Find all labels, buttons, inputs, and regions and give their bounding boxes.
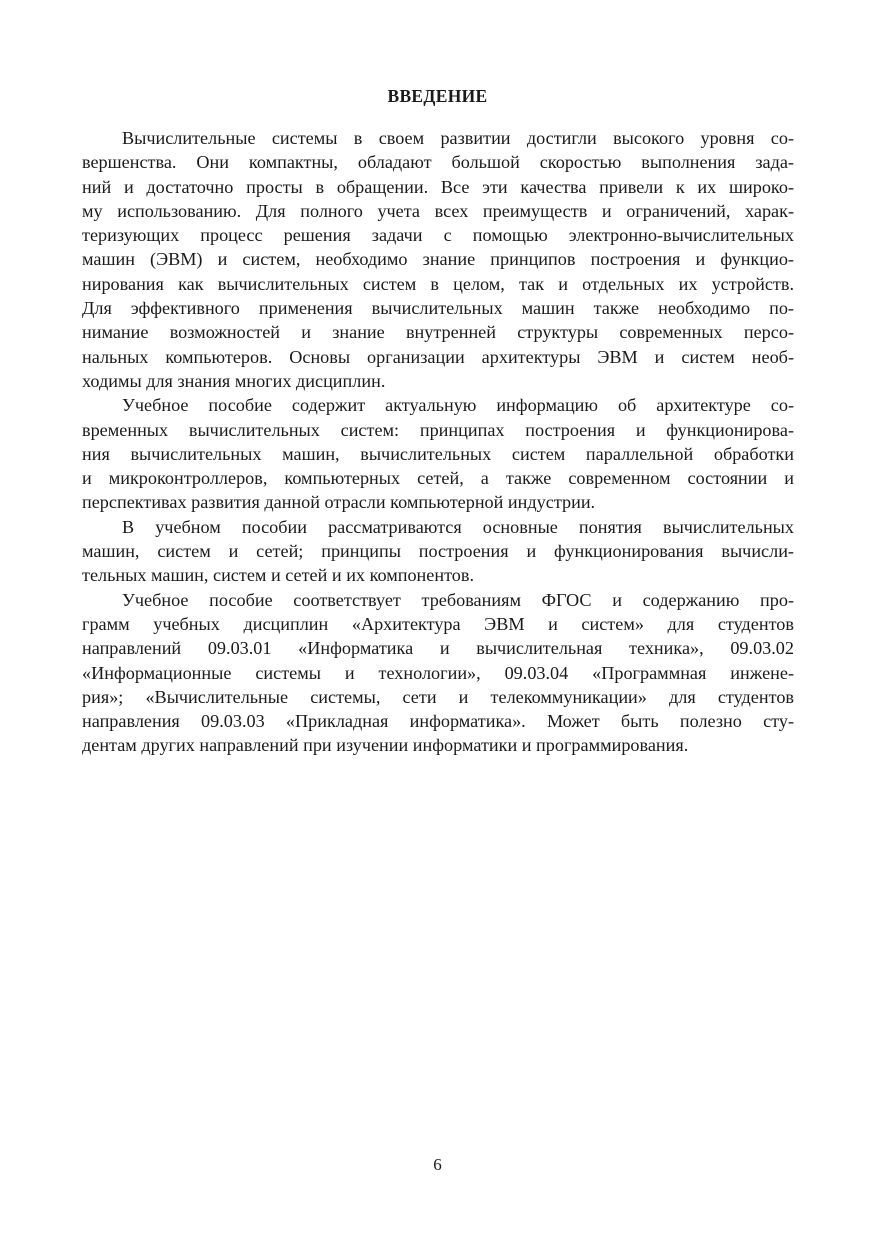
- text-line: временных вычислительных систем: принципах построения и функционирова-: [82, 419, 794, 440]
- section-heading: ВВЕДЕНИЕ: [387, 86, 488, 106]
- text-line: Вычислительные системы в своем развитии достигли высокого уровня со-: [122, 128, 794, 148]
- text-line: нирования как вычислительных систем в целом, так и отдельных их устройств.: [82, 273, 794, 294]
- text-line: ходимы для знания многих дисциплин.: [82, 370, 386, 391]
- page-number: 6: [433, 1155, 442, 1174]
- text-line: тельных машин, систем и сетей и их компонентов.: [82, 565, 475, 586]
- paragraph-4: [82, 588, 794, 758]
- text-line: грамм учебных дисциплин «Архитектура ЭВМ и систем» для студентов: [82, 613, 794, 634]
- text-line: дентам других направлений при изучении информатики и программирования.: [82, 735, 689, 756]
- text-line: направления 09.03.03 «Прикладная информатика». Может быть полезно сту-: [82, 711, 794, 732]
- text-line: Учебное пособие содержит актуальную информацию об архитектуре со-: [122, 395, 794, 416]
- text-line: Учебное пособие соответствует требованиям ФГОС и содержанию про-: [122, 589, 794, 610]
- text-line: му использованию. Для полного учета всех преимуществ и ограничений, харак-: [82, 200, 794, 221]
- text-line: нальных компьютеров. Основы организации архитектуры ЭВМ и систем необ-: [82, 346, 794, 367]
- text-line: ния вычислительных машин, вычислительных систем параллельной обработки: [82, 443, 794, 464]
- text-line: вершенства. Они компактны, обладают большой скоростью выполнения зада-: [82, 152, 794, 173]
- text-line: Для эффективного применения вычислительных машин также необходимо по-: [82, 298, 794, 319]
- text-line: теризующих процесс решения задачи с помощью электронно-вычислительных: [82, 225, 794, 246]
- paragraph-2: [82, 393, 794, 514]
- text-line: рия»; «Вычислительные системы, сети и телекоммуникации» для студентов: [82, 686, 794, 707]
- text-line: машин (ЭВМ) и систем, необходимо знание принципов построения и функцио-: [82, 249, 794, 270]
- text-line: нимание возможностей и знание внутренней структуры современных персо-: [82, 322, 794, 343]
- text-line: машин, систем и сетей; принципы построения и функционирования вычисли-: [82, 541, 794, 562]
- paragraph-3: [82, 515, 794, 588]
- text-line: ний и достаточно просты в обращении. Все эти качества привели к их широко-: [82, 176, 794, 197]
- text-line: В учебном пособии рассматриваются основные понятия вычислительных: [122, 516, 794, 537]
- text-line: перспективах развития данной отрасли компьютерной индустрии.: [82, 492, 596, 513]
- text-line: «Информационные системы и технологии», 09.03.04 «Программная инжене-: [82, 662, 794, 683]
- paragraph-1: [82, 126, 794, 393]
- text-line: и микроконтроллеров, компьютерных сетей, а также современном состоянии и: [82, 468, 794, 489]
- body-text: [82, 126, 794, 758]
- text-line: направлений 09.03.01 «Информатика и вычислительная техника», 09.03.02: [82, 638, 794, 659]
